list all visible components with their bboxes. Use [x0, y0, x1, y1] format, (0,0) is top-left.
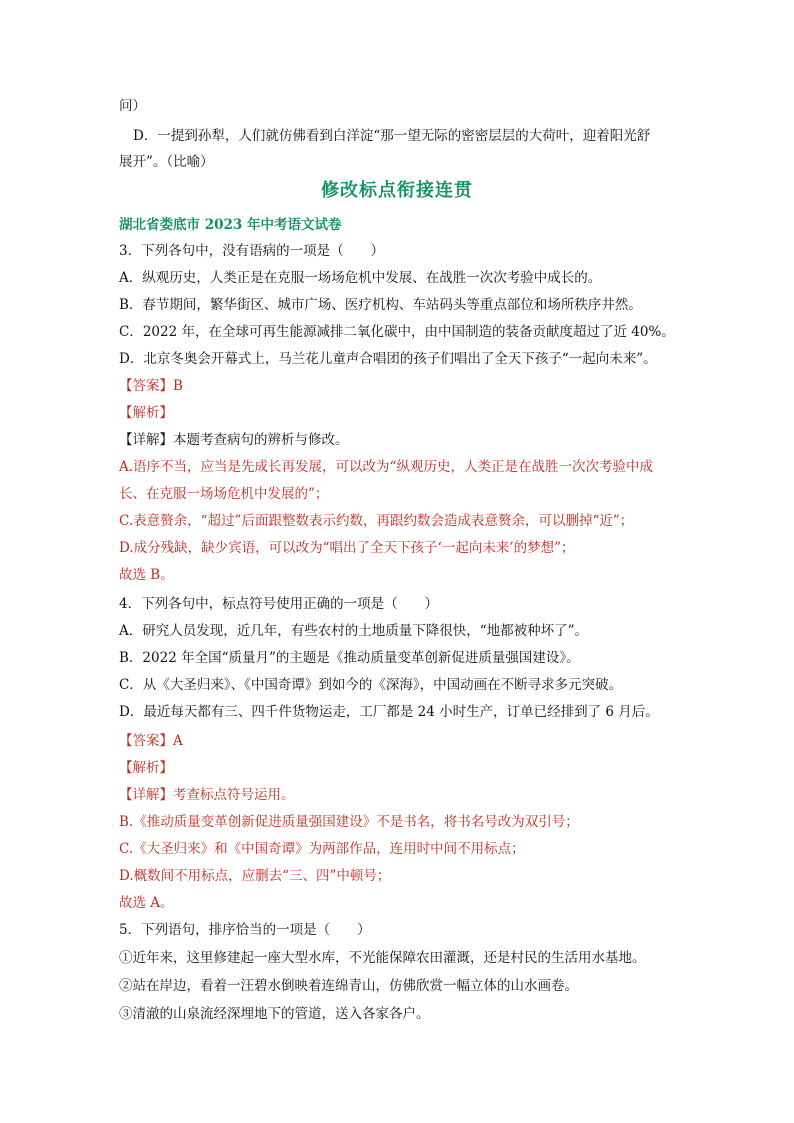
header-line-3: 展开”。（比喻） — [119, 154, 214, 170]
q4-option-c: C．从《大圣归来》、《中国奇谭》到如今的《深海》，中国动画在不断寻求多元突破。 — [119, 677, 623, 693]
q3-option-c: C．2022 年，在全球可再生能源减排二氧化碳中，由中国制造的装备贡献度超过了近 40%。 — [119, 324, 675, 340]
section-title: 修改标点衔接连贯 — [321, 180, 473, 201]
q3-explain-a-1: A.语序不当，应当是先成长再发展，可以改为“纵观历史，人类正是在战胜一次次考验中成 — [119, 459, 653, 475]
q4-explain-d: D.概数间不用标点，应删去“三、四”中顿号； — [119, 868, 391, 884]
q5-sentence-1: ①近年来，这里修建起一座大型水库，不光能保障农田灌溉，还是村民的生活用水基地。 — [119, 950, 646, 966]
q4-option-d: D．最近每天都有三、四千件货物运走，工厂都是 24 小时生产，订单已经排到了 6 月后。 — [119, 704, 659, 720]
q3-option-b: B．春节期间，繁华街区、城市广场、医疗机构、车站码头等重点部位和场所秩序井然。 — [119, 297, 642, 313]
q3-explain-c: C.表意赘余，“超过”后面跟整数表示约数，再跟约数会造成表意赘余，可以删掉“近”； — [119, 513, 634, 529]
q4-analysis-label: 【解析】 — [119, 760, 173, 776]
header-line-2: D．一提到孙犁，人们就仿佛看到白洋淀“那一望无际的密密层层的大荷叶，迎着阳光舒 — [133, 128, 651, 144]
q4-explain-c: C.《大圣归来》和《中国奇谭》为两部作品，连用时中间不用标点； — [119, 841, 525, 857]
q3-option-d: D．北京冬奥会开幕式上，马兰花儿童声合唱团的孩子们唱出了全天下孩子“一起向未来”。 — [119, 351, 657, 367]
q4-option-b: B．2022 年全国“质量月”的主题是《推动质量变革创新促进质量强国建设》。 — [119, 650, 580, 666]
q3-explain-a-2: 长、在克服一场场危机中发展的”； — [119, 486, 329, 502]
q5-sentence-3: ③清澈的山泉流经深埋地下的管道，送入各家各户。 — [119, 1006, 430, 1022]
source-label: 湖北省娄底市 2023 年中考语文试卷 — [119, 217, 342, 233]
q3-detail: 【详解】本题考查病句的辨析与修改。 — [119, 432, 349, 448]
q4-stem: 4．下列各句中，标点符号使用正确的一项是（ ） — [119, 596, 439, 612]
q3-option-a: A．纵观历史，人类正是在克服一场场危机中发展、在战胜一次次考验中成长的。 — [119, 270, 602, 286]
q4-option-a: A．研究人员发现，近几年，有些农村的土地质量下降很快，“地都被种坏了”。 — [119, 623, 589, 639]
q3-stem: 3．下列各句中，没有语病的一项是（ ） — [119, 243, 385, 259]
q5-sentence-2: ②站在岸边，看着一汪碧水倒映着连绵青山，仿佛欣赏一幅立体的山水画卷。 — [119, 978, 578, 994]
header-line-1: 问） — [119, 98, 146, 114]
q4-conclusion: 故选 A。 — [119, 895, 174, 911]
q3-explain-d: D.成分残缺，缺少宾语，可以改为“唱出了全天下孩子‘一起向未来’的梦想”； — [119, 540, 575, 556]
q5-stem: 5．下列语句，排序恰当的一项是（ ） — [119, 922, 371, 938]
q3-conclusion: 故选 B。 — [119, 567, 174, 583]
q4-explain-b: B.《推动质量变革创新促进质量强国建设》不是书名，将书名号改为双引号； — [119, 814, 579, 830]
q3-answer: 【答案】B — [119, 378, 183, 394]
q3-analysis-label: 【解析】 — [119, 405, 173, 421]
q4-detail: 【详解】考查标点符号运用。 — [119, 787, 295, 803]
q4-answer: 【答案】A — [119, 733, 183, 749]
